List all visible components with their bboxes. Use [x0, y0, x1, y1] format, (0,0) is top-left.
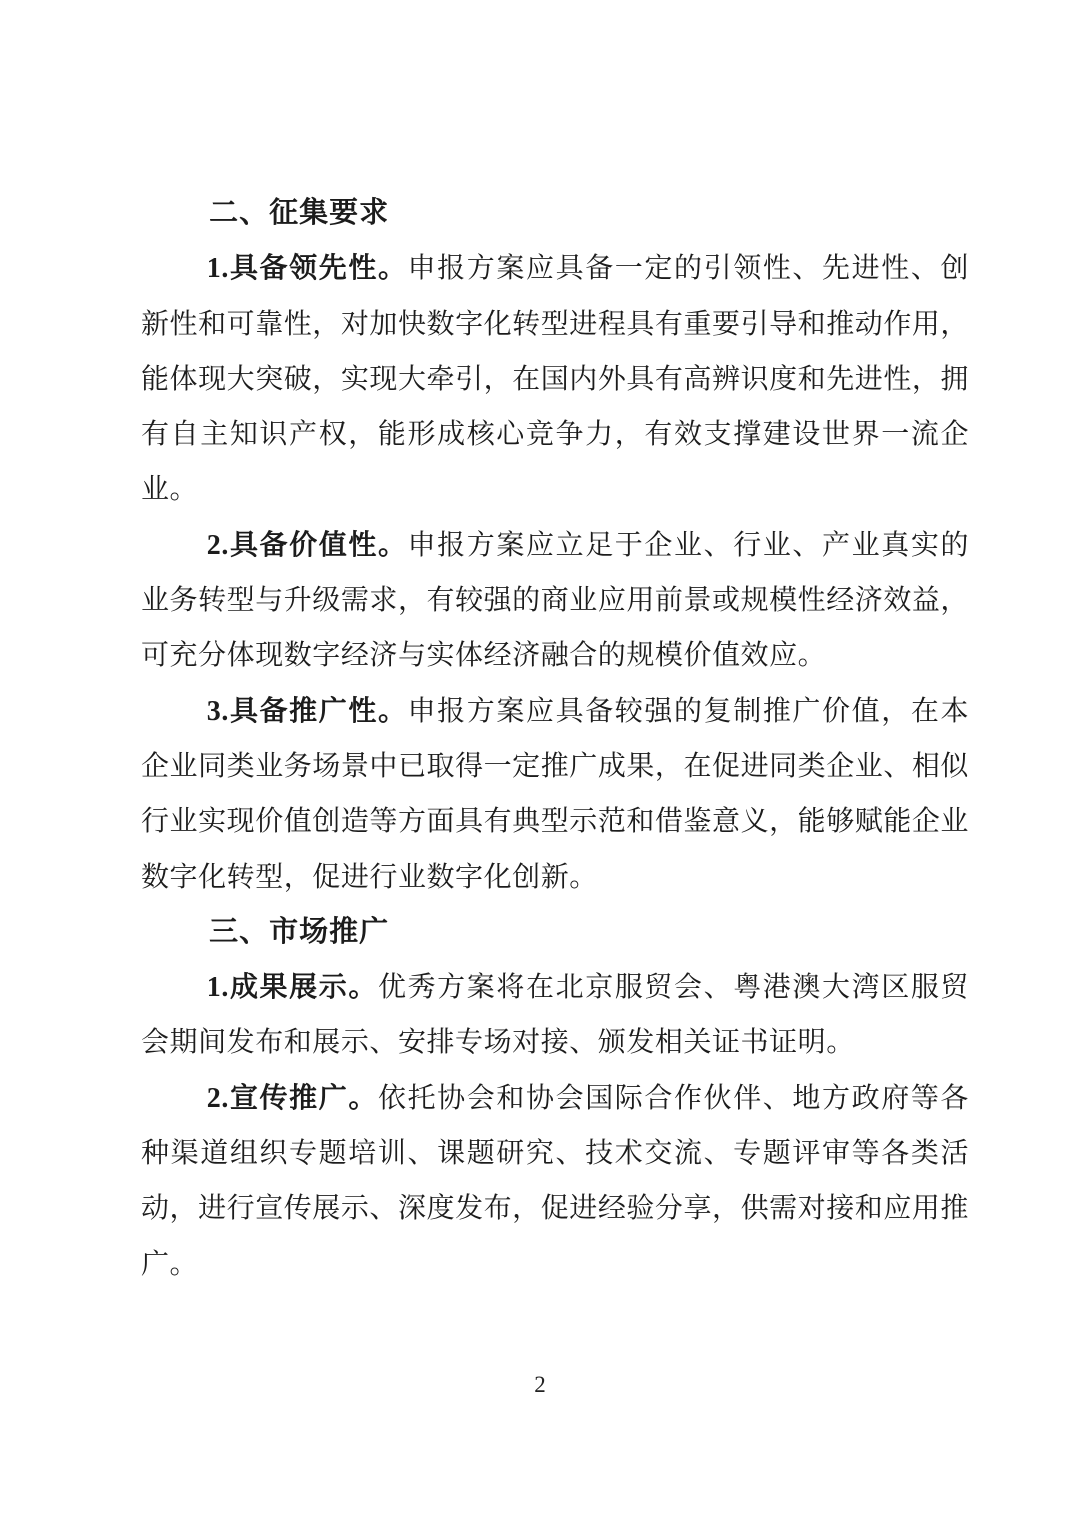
paragraph-text: 依托协会和协会国际合作伙伴、地方政府等各种渠道组织专题培训、课题研究、技术交流、专题评审等各类活动，进行宣传展示、深度发布，促进经验分享，供需对接和应用推广。 [141, 1082, 969, 1280]
page-number: 2 [534, 1372, 546, 1397]
paragraph-value [141, 518, 969, 684]
paragraph-achievement-display [141, 960, 969, 1071]
paragraph-text: 申报方案应具备一定的引领性、先进性、创新性和可靠性，对加快数字化转型进程具有重要引导和推动作用，能体现大突破，实现大牵引，在国内外具有高辨识度和先进性，拥有自主知识产权，能形成核心竞争力，有效支撑建设世界一流企业。 [141, 253, 969, 506]
paragraph-text: 申报方案应具备较强的复制推广价值，在本企业同类业务场景中已取得一定推广成果，在促进同类企业、相似行业实现价值创造等方面具有典型示范和借鉴意义，能够赋能企业数字化转型，促进行业数字化创新。 [141, 695, 969, 893]
paragraph-leading [141, 241, 969, 517]
section-heading-market-promotion: 三、市场推广 [209, 915, 390, 948]
paragraph-publicity-promotion [141, 1071, 969, 1292]
paragraph-label: 3.具备推广性。 [206, 695, 408, 727]
page-footer [0, 1372, 1080, 1398]
paragraph-label: 1.成果展示。 [206, 972, 378, 1004]
paragraph-text: 优秀方案将在北京服贸会、粤港澳大湾区服贸会期间发布和展示、安排专场对接、颁发相关证书证明。 [141, 972, 969, 1059]
section-heading-collection-requirements: 二、征集要求 [209, 197, 390, 229]
paragraph-label: 2.宣传推广。 [206, 1082, 378, 1114]
paragraph-label: 1.具备领先性。 [206, 253, 408, 285]
document-body [141, 186, 969, 1292]
paragraph-label: 2.具备价值性。 [206, 529, 408, 561]
paragraph-text: 申报方案应立足于企业、行业、产业真实的业务转型与升级需求，有较强的商业应用前景或规模性经济效益，可充分体现数字经济与实体经济融合的规模价值效应。 [141, 529, 969, 672]
paragraph-replicability [141, 684, 969, 905]
